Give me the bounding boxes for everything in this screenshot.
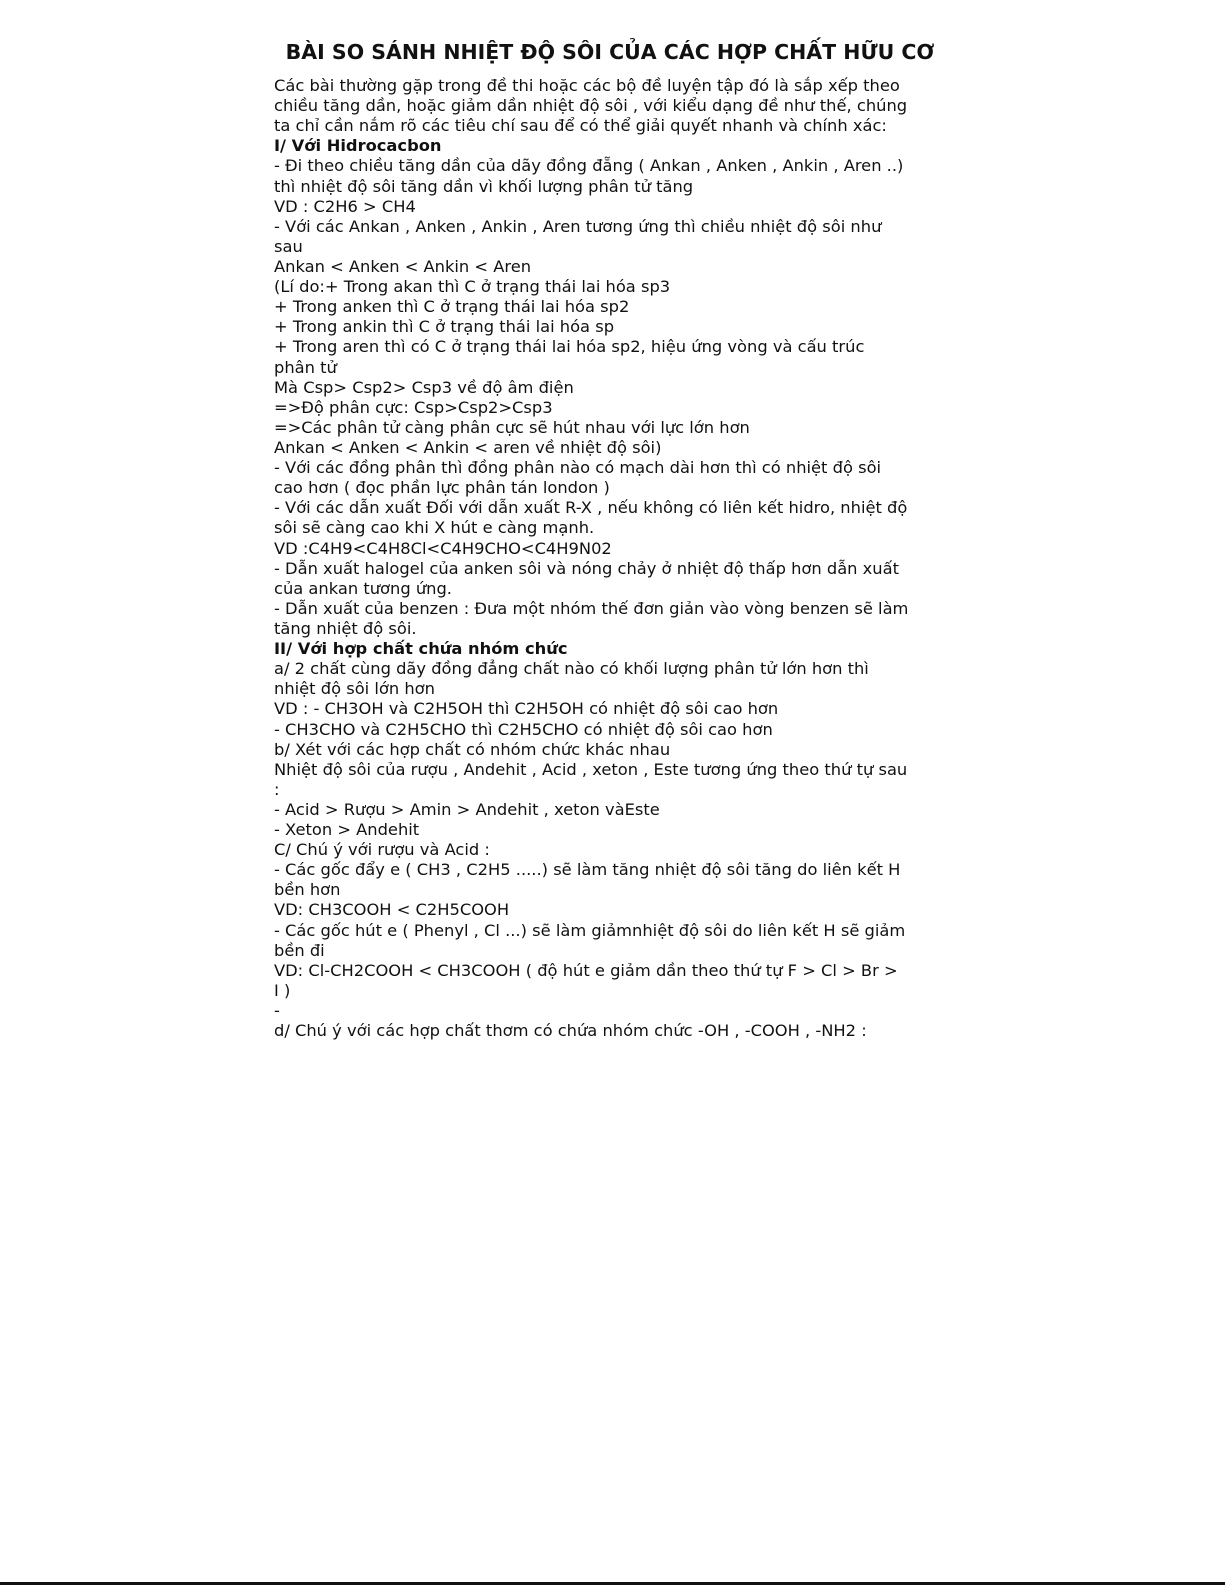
text-line: + Trong aren thì có C ở trạng thái lai hóa sp2, hiệu ứng vòng và cấu trúc	[274, 337, 865, 357]
text-line: -	[274, 1001, 280, 1021]
text-line: - Dẫn xuất của benzen : Đưa một nhóm thế đơn giản vào vòng benzen sẽ làm	[274, 598, 909, 618]
text-line: cao hơn ( đọc phần lực phân tán london )	[274, 478, 610, 498]
text-line: Mà Csp> Csp2> Csp3 về độ âm điện	[274, 377, 574, 397]
text-line: VD : - CH3OH và C2H5OH thì C2H5OH có nhiệt độ sôi cao hơn	[274, 699, 779, 719]
text-line: phân tử	[274, 357, 337, 377]
text-line: - Xeton > Andehit	[274, 820, 420, 840]
text-line: VD: Cl-CH2COOH < CH3COOH ( độ hút e giảm dần theo thứ tự F > Cl > Br >	[274, 960, 898, 980]
text-line: :	[274, 779, 280, 799]
section-heading-functional-groups: II/ Với hợp chất chứa nhóm chức	[274, 639, 568, 659]
text-line: - Với các dẫn xuất Đối với dẫn xuất R-X , nếu không có liên kết hidro, nhiệt độ	[274, 498, 908, 518]
text-line: chiều tăng dần, hoặc giảm dần nhiệt độ sôi , với kiểu dạng đề như thế, chúng	[274, 96, 908, 116]
text-line: Ankan < Anken < Ankin < aren về nhiệt độ sôi)	[274, 437, 662, 457]
text-line: tăng nhiệt độ sôi.	[274, 618, 417, 638]
text-line: sôi sẽ càng cao khi X hút e càng mạnh.	[274, 518, 595, 538]
text-line: Ankan < Anken < Ankin < Aren	[274, 256, 532, 276]
text-line: bền đi	[274, 940, 325, 960]
text-line: - Các gốc đẩy e ( CH3 , C2H5 .....) sẽ làm tăng nhiệt độ sôi tăng do liên kết H	[274, 860, 901, 880]
text-line: VD :C4H9<C4H8Cl<C4H9CHO<C4H9N02	[274, 538, 612, 558]
text-line: - Các gốc hút e ( Phenyl , Cl ...) sẽ làm giảmnhiệt độ sôi do liên kết H sẽ giảm	[274, 920, 906, 940]
text-line: + Trong anken thì C ở trạng thái lai hóa sp2	[274, 297, 630, 317]
document-body	[274, 76, 964, 1041]
text-line: =>Các phân tử càng phân cực sẽ hút nhau với lực lớn hơn	[274, 417, 750, 437]
page-title: BÀI SO SÁNH NHIỆT ĐỘ SÔI CỦA CÁC HỢP CHẤT HỮU CƠ	[285, 40, 935, 64]
text-line: sau	[274, 236, 303, 256]
text-line: - CH3CHO và C2H5CHO thì C2H5CHO có nhiệt độ sôi cao hơn	[274, 719, 773, 739]
text-line: b/ Xét với các hợp chất có nhóm chức khác nhau	[274, 739, 671, 759]
text-line: của ankan tương ứng.	[274, 578, 452, 598]
text-line: a/ 2 chất cùng dãy đồng đẳng chất nào có khối lượng phân tử lớn hơn thì	[274, 659, 869, 679]
text-line: - Dẫn xuất halogel của anken sôi và nóng chảy ở nhiệt độ thấp hơn dẫn xuất	[274, 558, 899, 578]
text-line: - Acid > Rượu > Amin > Andehit , xeton vàEste	[274, 799, 660, 819]
text-line: ta chỉ cần nắm rõ các tiêu chí sau để có thể giải quyết nhanh và chính xác:	[274, 116, 887, 136]
text-line: I )	[274, 980, 291, 1000]
text-line: Nhiệt độ sôi của rượu , Andehit , Acid , xeton , Este tương ứng theo thứ tự sau	[274, 759, 908, 779]
text-line: nhiệt độ sôi lớn hơn	[274, 679, 435, 699]
section-heading-hidrocacbon: I/ Với Hidrocacbon	[274, 136, 442, 156]
text-line: Các bài thường gặp trong đề thi hoặc các bộ đề luyện tập đó là sắp xếp theo	[274, 76, 900, 95]
text-line: - Với các đồng phân thì đồng phân nào có mạch dài hơn thì có nhiệt độ sôi	[274, 458, 882, 478]
text-line: - Với các Ankan , Anken , Ankin , Aren tương ứng thì chiều nhiệt độ sôi như	[274, 216, 882, 236]
text-line: VD : C2H6 > CH4	[274, 196, 416, 216]
text-line: =>Độ phân cực: Csp>Csp2>Csp3	[274, 397, 553, 417]
text-line: thì nhiệt độ sôi tăng dần vì khối lượng phân tử tăng	[274, 176, 694, 196]
text-line: VD: CH3COOH < C2H5COOH	[274, 900, 510, 920]
text-line: C/ Chú ý với rượu và Acid :	[274, 840, 490, 860]
text-line: (Lí do:+ Trong akan thì C ở trạng thái lai hóa sp3	[274, 277, 671, 297]
text-line: - Đi theo chiều tăng dần của dãy đồng đẵng ( Ankan , Anken , Ankin , Aren ..)	[274, 156, 904, 176]
text-line: d/ Chú ý với các hợp chất thơm có chứa nhóm chức -OH , -COOH , -NH2 :	[274, 1021, 867, 1041]
text-line: + Trong ankin thì C ở trạng thái lai hóa sp	[274, 317, 615, 337]
text-line: bền hơn	[274, 880, 341, 900]
